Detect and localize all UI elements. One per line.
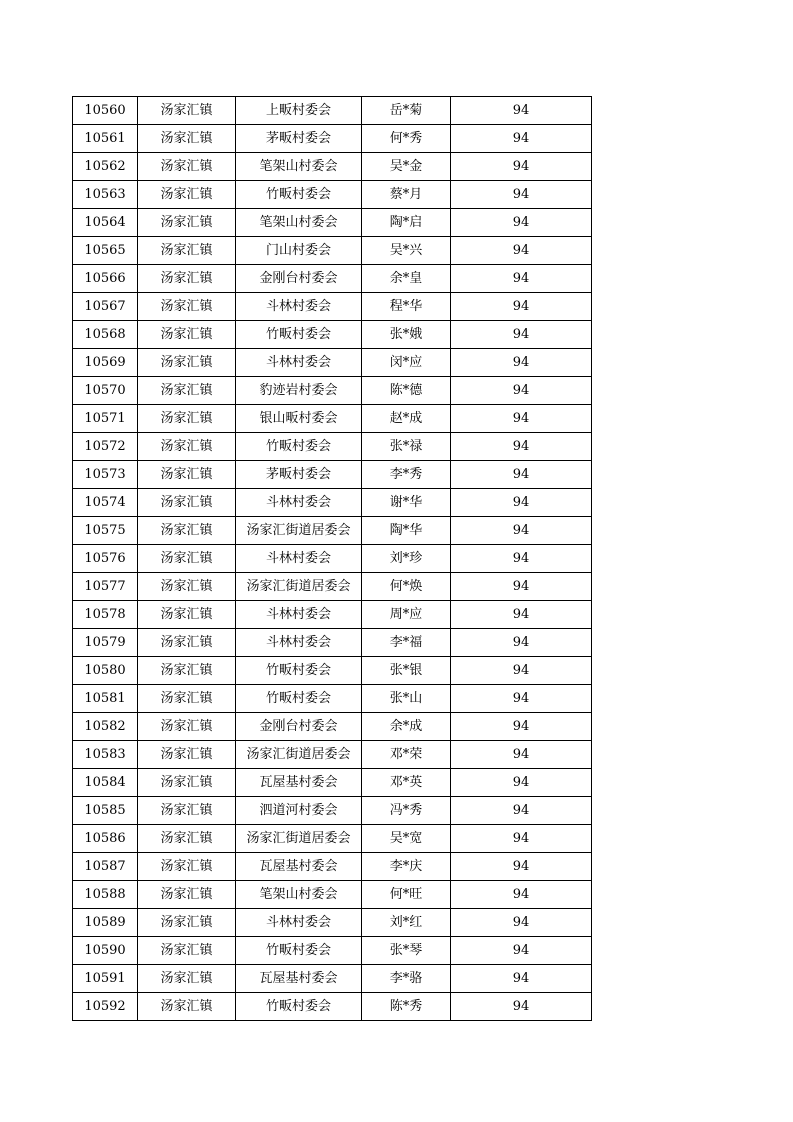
score-cell: 94	[451, 825, 592, 853]
person-name-cell: 吴*金	[362, 153, 451, 181]
table-row	[73, 853, 592, 881]
town-cell: 汤家汇镇	[138, 909, 236, 937]
village-cell: 笔架山村委会	[236, 209, 362, 237]
table-row	[73, 517, 592, 545]
score-cell: 94	[451, 545, 592, 573]
record-id-cell: 10566	[73, 265, 138, 293]
table-row	[73, 741, 592, 769]
score-cell: 94	[451, 909, 592, 937]
person-name-cell: 邓*荣	[362, 741, 451, 769]
person-name-cell: 赵*成	[362, 405, 451, 433]
town-cell: 汤家汇镇	[138, 265, 236, 293]
record-id-cell: 10568	[73, 321, 138, 349]
village-cell: 竹畈村委会	[236, 181, 362, 209]
town-cell: 汤家汇镇	[138, 825, 236, 853]
table-row	[73, 573, 592, 601]
score-cell: 94	[451, 629, 592, 657]
town-cell: 汤家汇镇	[138, 377, 236, 405]
town-cell: 汤家汇镇	[138, 657, 236, 685]
person-name-cell: 刘*珍	[362, 545, 451, 573]
table-row	[73, 489, 592, 517]
village-cell: 斗林村委会	[236, 601, 362, 629]
person-name-cell: 余*皇	[362, 265, 451, 293]
person-name-cell: 闵*应	[362, 349, 451, 377]
table-row	[73, 405, 592, 433]
village-cell: 笔架山村委会	[236, 881, 362, 909]
village-cell: 豹迹岩村委会	[236, 377, 362, 405]
town-cell: 汤家汇镇	[138, 181, 236, 209]
record-id-cell: 10565	[73, 237, 138, 265]
village-cell: 斗林村委会	[236, 629, 362, 657]
score-cell: 94	[451, 993, 592, 1021]
town-cell: 汤家汇镇	[138, 853, 236, 881]
village-cell: 竹畈村委会	[236, 433, 362, 461]
person-name-cell: 邓*英	[362, 769, 451, 797]
town-cell: 汤家汇镇	[138, 321, 236, 349]
person-name-cell: 何*旺	[362, 881, 451, 909]
town-cell: 汤家汇镇	[138, 405, 236, 433]
village-cell: 斗林村委会	[236, 349, 362, 377]
record-id-cell: 10584	[73, 769, 138, 797]
person-name-cell: 吴*宽	[362, 825, 451, 853]
record-id-cell: 10587	[73, 853, 138, 881]
record-id-cell: 10578	[73, 601, 138, 629]
town-cell: 汤家汇镇	[138, 489, 236, 517]
record-id-cell: 10586	[73, 825, 138, 853]
score-cell: 94	[451, 601, 592, 629]
record-id-cell: 10567	[73, 293, 138, 321]
town-cell: 汤家汇镇	[138, 461, 236, 489]
town-cell: 汤家汇镇	[138, 881, 236, 909]
table-row	[73, 657, 592, 685]
table-row	[73, 125, 592, 153]
score-cell: 94	[451, 461, 592, 489]
score-cell: 94	[451, 321, 592, 349]
record-id-cell: 10590	[73, 937, 138, 965]
person-name-cell: 周*应	[362, 601, 451, 629]
person-name-cell: 李*骆	[362, 965, 451, 993]
village-cell: 茅畈村委会	[236, 461, 362, 489]
score-cell: 94	[451, 349, 592, 377]
person-name-cell: 谢*华	[362, 489, 451, 517]
score-cell: 94	[451, 237, 592, 265]
village-cell: 竹畈村委会	[236, 993, 362, 1021]
table-row	[73, 209, 592, 237]
town-cell: 汤家汇镇	[138, 97, 236, 125]
village-cell: 瓦屋基村委会	[236, 965, 362, 993]
village-cell: 竹畈村委会	[236, 657, 362, 685]
village-cell: 竹畈村委会	[236, 685, 362, 713]
town-cell: 汤家汇镇	[138, 125, 236, 153]
table-row	[73, 713, 592, 741]
score-cell: 94	[451, 209, 592, 237]
town-cell: 汤家汇镇	[138, 629, 236, 657]
record-id-cell: 10563	[73, 181, 138, 209]
village-cell: 门山村委会	[236, 237, 362, 265]
table-row	[73, 629, 592, 657]
record-id-cell: 10561	[73, 125, 138, 153]
score-cell: 94	[451, 853, 592, 881]
person-name-cell: 李*福	[362, 629, 451, 657]
score-cell: 94	[451, 517, 592, 545]
table-row	[73, 237, 592, 265]
score-cell: 94	[451, 265, 592, 293]
town-cell: 汤家汇镇	[138, 433, 236, 461]
table-row	[73, 685, 592, 713]
person-name-cell: 余*成	[362, 713, 451, 741]
record-id-cell: 10569	[73, 349, 138, 377]
town-cell: 汤家汇镇	[138, 517, 236, 545]
village-cell: 斗林村委会	[236, 489, 362, 517]
score-cell: 94	[451, 125, 592, 153]
table-row	[73, 825, 592, 853]
score-cell: 94	[451, 181, 592, 209]
score-cell: 94	[451, 657, 592, 685]
table-row	[73, 181, 592, 209]
town-cell: 汤家汇镇	[138, 685, 236, 713]
person-name-cell: 岳*菊	[362, 97, 451, 125]
record-id-cell: 10571	[73, 405, 138, 433]
person-name-cell: 张*山	[362, 685, 451, 713]
table-row	[73, 461, 592, 489]
person-name-cell: 冯*秀	[362, 797, 451, 825]
village-cell: 竹畈村委会	[236, 937, 362, 965]
town-cell: 汤家汇镇	[138, 349, 236, 377]
table-row	[73, 377, 592, 405]
record-id-cell: 10573	[73, 461, 138, 489]
score-cell: 94	[451, 769, 592, 797]
village-cell: 汤家汇街道居委会	[236, 573, 362, 601]
person-name-cell: 张*银	[362, 657, 451, 685]
town-cell: 汤家汇镇	[138, 545, 236, 573]
record-id-cell: 10585	[73, 797, 138, 825]
record-id-cell: 10570	[73, 377, 138, 405]
person-name-cell: 陈*德	[362, 377, 451, 405]
town-cell: 汤家汇镇	[138, 797, 236, 825]
table-row	[73, 153, 592, 181]
person-name-cell: 刘*红	[362, 909, 451, 937]
score-cell: 94	[451, 573, 592, 601]
town-cell: 汤家汇镇	[138, 153, 236, 181]
town-cell: 汤家汇镇	[138, 769, 236, 797]
town-cell: 汤家汇镇	[138, 741, 236, 769]
village-cell: 笔架山村委会	[236, 153, 362, 181]
record-id-cell: 10588	[73, 881, 138, 909]
table-row	[73, 881, 592, 909]
record-id-cell: 10583	[73, 741, 138, 769]
village-cell: 泗道河村委会	[236, 797, 362, 825]
village-cell: 竹畈村委会	[236, 321, 362, 349]
village-cell: 茅畈村委会	[236, 125, 362, 153]
person-name-cell: 张*琴	[362, 937, 451, 965]
table-row	[73, 349, 592, 377]
town-cell: 汤家汇镇	[138, 237, 236, 265]
record-id-cell: 10579	[73, 629, 138, 657]
score-cell: 94	[451, 965, 592, 993]
person-name-cell: 陶*启	[362, 209, 451, 237]
table-row	[73, 545, 592, 573]
village-cell: 瓦屋基村委会	[236, 853, 362, 881]
town-cell: 汤家汇镇	[138, 601, 236, 629]
table-row	[73, 265, 592, 293]
village-cell: 汤家汇街道居委会	[236, 517, 362, 545]
score-cell: 94	[451, 433, 592, 461]
record-id-cell: 10592	[73, 993, 138, 1021]
score-cell: 94	[451, 797, 592, 825]
record-id-cell: 10591	[73, 965, 138, 993]
score-cell: 94	[451, 713, 592, 741]
village-cell: 斗林村委会	[236, 293, 362, 321]
record-id-cell: 10562	[73, 153, 138, 181]
village-cell: 汤家汇街道居委会	[236, 825, 362, 853]
table-row	[73, 909, 592, 937]
record-id-cell: 10581	[73, 685, 138, 713]
score-cell: 94	[451, 741, 592, 769]
person-name-cell: 陈*秀	[362, 993, 451, 1021]
town-cell: 汤家汇镇	[138, 293, 236, 321]
record-id-cell: 10589	[73, 909, 138, 937]
village-cell: 斗林村委会	[236, 909, 362, 937]
person-name-cell: 程*华	[362, 293, 451, 321]
table-row	[73, 797, 592, 825]
score-cell: 94	[451, 405, 592, 433]
village-cell: 银山畈村委会	[236, 405, 362, 433]
record-id-cell: 10576	[73, 545, 138, 573]
person-name-cell: 吴*兴	[362, 237, 451, 265]
town-cell: 汤家汇镇	[138, 209, 236, 237]
town-cell: 汤家汇镇	[138, 965, 236, 993]
table-body	[73, 97, 592, 1021]
table-row	[73, 993, 592, 1021]
record-id-cell: 10577	[73, 573, 138, 601]
village-cell: 金刚台村委会	[236, 265, 362, 293]
record-id-cell: 10582	[73, 713, 138, 741]
data-table	[72, 96, 592, 1021]
record-id-cell: 10574	[73, 489, 138, 517]
table-row	[73, 433, 592, 461]
table-row	[73, 321, 592, 349]
person-name-cell: 陶*华	[362, 517, 451, 545]
score-cell: 94	[451, 489, 592, 517]
score-cell: 94	[451, 377, 592, 405]
record-id-cell: 10564	[73, 209, 138, 237]
village-cell: 上畈村委会	[236, 97, 362, 125]
table-row	[73, 97, 592, 125]
person-name-cell: 何*焕	[362, 573, 451, 601]
score-cell: 94	[451, 881, 592, 909]
town-cell: 汤家汇镇	[138, 937, 236, 965]
person-name-cell: 李*秀	[362, 461, 451, 489]
table-row	[73, 293, 592, 321]
record-id-cell: 10580	[73, 657, 138, 685]
town-cell: 汤家汇镇	[138, 993, 236, 1021]
village-cell: 瓦屋基村委会	[236, 769, 362, 797]
record-id-cell: 10575	[73, 517, 138, 545]
village-cell: 斗林村委会	[236, 545, 362, 573]
score-cell: 94	[451, 97, 592, 125]
person-name-cell: 蔡*月	[362, 181, 451, 209]
score-cell: 94	[451, 293, 592, 321]
record-id-cell: 10572	[73, 433, 138, 461]
table-row	[73, 965, 592, 993]
record-id-cell: 10560	[73, 97, 138, 125]
village-cell: 汤家汇街道居委会	[236, 741, 362, 769]
table-row	[73, 769, 592, 797]
table-row	[73, 601, 592, 629]
person-name-cell: 张*娥	[362, 321, 451, 349]
score-cell: 94	[451, 937, 592, 965]
table-row	[73, 937, 592, 965]
town-cell: 汤家汇镇	[138, 713, 236, 741]
village-cell: 金刚台村委会	[236, 713, 362, 741]
person-name-cell: 何*秀	[362, 125, 451, 153]
person-name-cell: 李*庆	[362, 853, 451, 881]
town-cell: 汤家汇镇	[138, 573, 236, 601]
score-cell: 94	[451, 153, 592, 181]
score-cell: 94	[451, 685, 592, 713]
person-name-cell: 张*禄	[362, 433, 451, 461]
